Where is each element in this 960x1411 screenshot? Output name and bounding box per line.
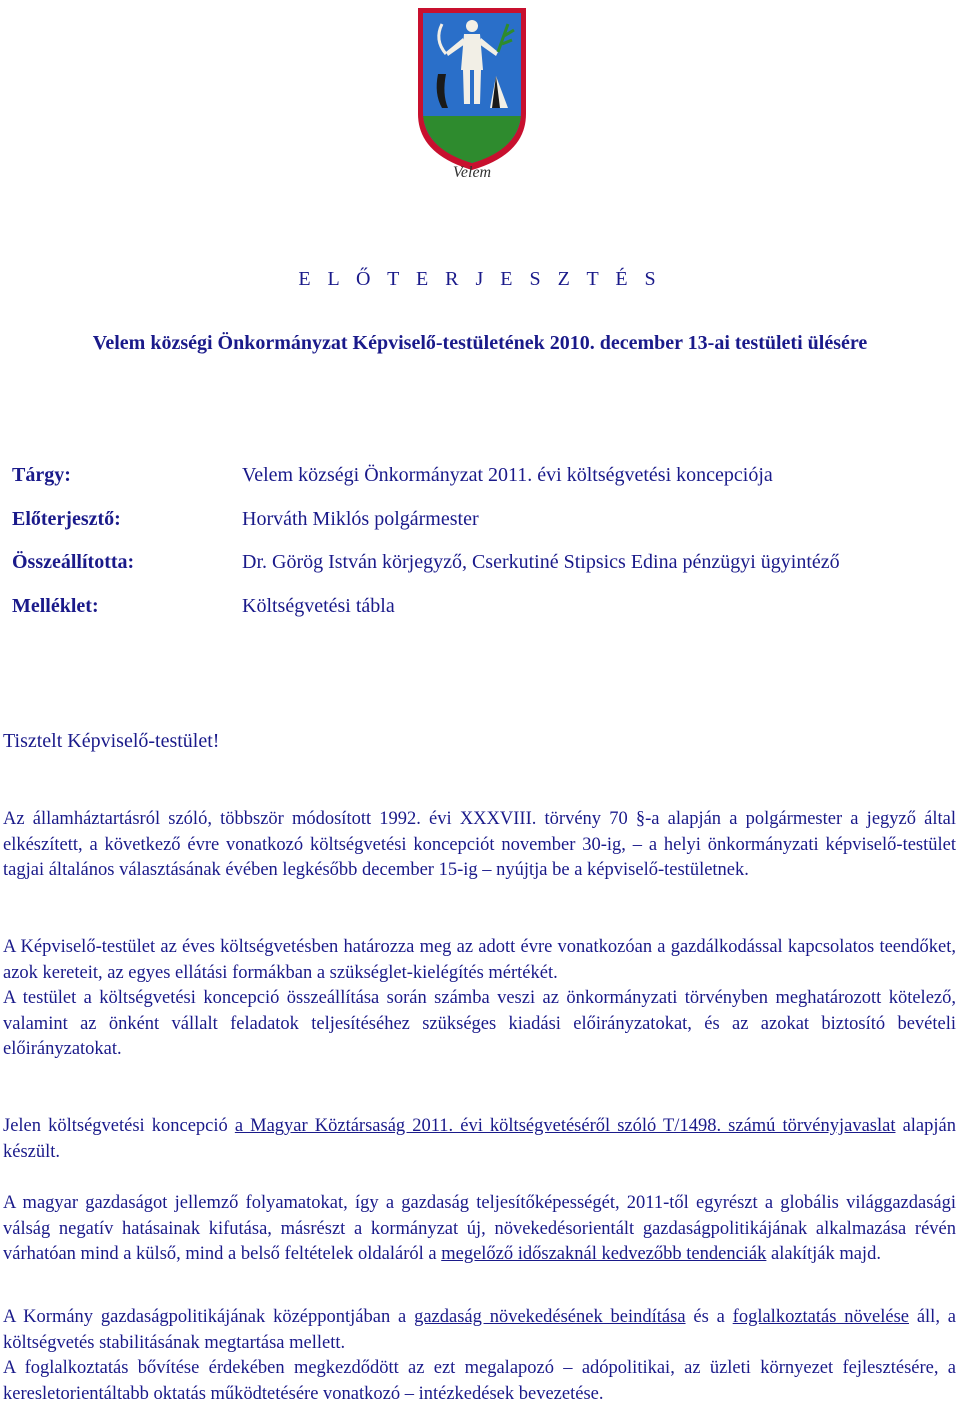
meta-row-presenter <box>12 508 952 552</box>
text-run: alapján készült. <box>3 1116 956 1162</box>
meta-label: Összeállította: <box>12 551 135 573</box>
paragraph-budget-role <box>3 935 956 1063</box>
underlined-phrase: gazdaság növekedésének beindítása <box>414 1307 686 1327</box>
text-run: áll, a költségvetés stabilitásának megtartása mellett. <box>3 1307 956 1353</box>
meta-row-compiled-by <box>12 551 952 595</box>
meta-label: Melléklet: <box>12 594 99 617</box>
paragraph-text <box>3 1305 956 1356</box>
meta-value: Horváth Miklós polgármester <box>242 507 479 530</box>
document-subtitle: Velem községi Önkormányzat Képviselő-testületének 2010. december 13-ai testületi ülésére <box>92 332 868 354</box>
paragraph-text: A foglalkoztatás bővítése érdekében megkezdődött az ezt megalapozó – adópolitikai, az üzleti környezet fejlesztésére, a keresletorientáltabb oktatás működtetésére vonatkozó – intézkedések bevezetése. <box>3 1358 956 1404</box>
paragraph-basis <box>3 1114 956 1165</box>
text-run: és a <box>685 1307 733 1327</box>
underlined-phrase: foglalkoztatás növelése <box>732 1307 909 1327</box>
greeting: Tisztelt Képviselő-testület! <box>3 730 220 752</box>
coat-of-arms-shield <box>412 4 532 186</box>
text-run: A magyar gazdaságot jellemző folyamatokat, így a gazdaság teljesítőképességét, 2011-től egyrészt a globális világgazdasági válság negatív hatásainak kifutása, másrészt a kormányzat új, növekedésorientált gazdaságpolitikájának alkalmazása révén várhatóan mind a külső, mind a belső feltételek oldaláról a <box>3 1193 956 1265</box>
paragraph-economy <box>3 1191 956 1268</box>
coat-of-arms <box>412 4 532 186</box>
meta-value: Dr. Görög István körjegyző, Cserkutiné Stipsics Edina pénzügyi ügyintéző <box>242 551 840 573</box>
paragraph-text <box>3 1191 956 1268</box>
meta-label: Előterjesztő: <box>12 507 121 530</box>
document-title: E L Ő T E R J E S Z T É S <box>298 268 662 290</box>
paragraph-text: Az államháztartásról szóló, többször módosított 1992. évi XXXVIII. törvény 70 §-a alapján a polgármester a jegyző által elkészített, a következő évre vonatkozó költségvetési koncepciót november 30-ig, – a helyi önkormányzati képviselő-testület tagjai általános választásának évében legkésőbb december 15-ig – nyújtja be a képviselő-testületnek. <box>3 809 956 881</box>
text-run: Jelen költségvetési koncepció <box>3 1116 235 1136</box>
underlined-reference: a Magyar Köztársaság 2011. évi költségvetéséről szóló T/1498. számú törvényjavaslat <box>234 1116 896 1136</box>
paragraph-government-policy <box>3 1305 956 1407</box>
paragraph-text <box>3 1114 956 1165</box>
meta-table <box>12 464 952 638</box>
crest-caption: Velem <box>452 164 492 181</box>
text-run: alakítják majd. <box>766 1244 881 1265</box>
meta-row-attachment <box>12 595 952 639</box>
meta-label: Tárgy: <box>12 464 71 486</box>
meta-row-subject <box>12 464 952 508</box>
text-run: A Kormány gazdaságpolitikájának középpontjában a <box>3 1307 415 1327</box>
paragraph-text: A testület a költségvetési koncepció összeállítása során számba veszi az önkormányzati törvényben meghatározott kötelező, valamint az önként vállalt feladatok teljesítéséhez szükséges kiadási előirányzatokat, és az azokat biztosító bevételi előirányzatokat. <box>3 988 956 1060</box>
paragraph-legal-basis <box>3 807 956 884</box>
underlined-phrase: megelőző időszaknál kedvezőbb tendenciák <box>441 1244 767 1265</box>
meta-value: Velem községi Önkormányzat 2011. évi költségvetési koncepciója <box>242 464 773 486</box>
meta-value: Költségvetési tábla <box>242 594 395 617</box>
paragraph-text: A Képviselő-testület az éves költségvetésben határozza meg az adott évre vonatkozóan a gazdálkodással kapcsolatos teendőket, azok kereteit, az egyes ellátási formákban a szükséglet-kielégítés mértékét. <box>3 937 956 983</box>
